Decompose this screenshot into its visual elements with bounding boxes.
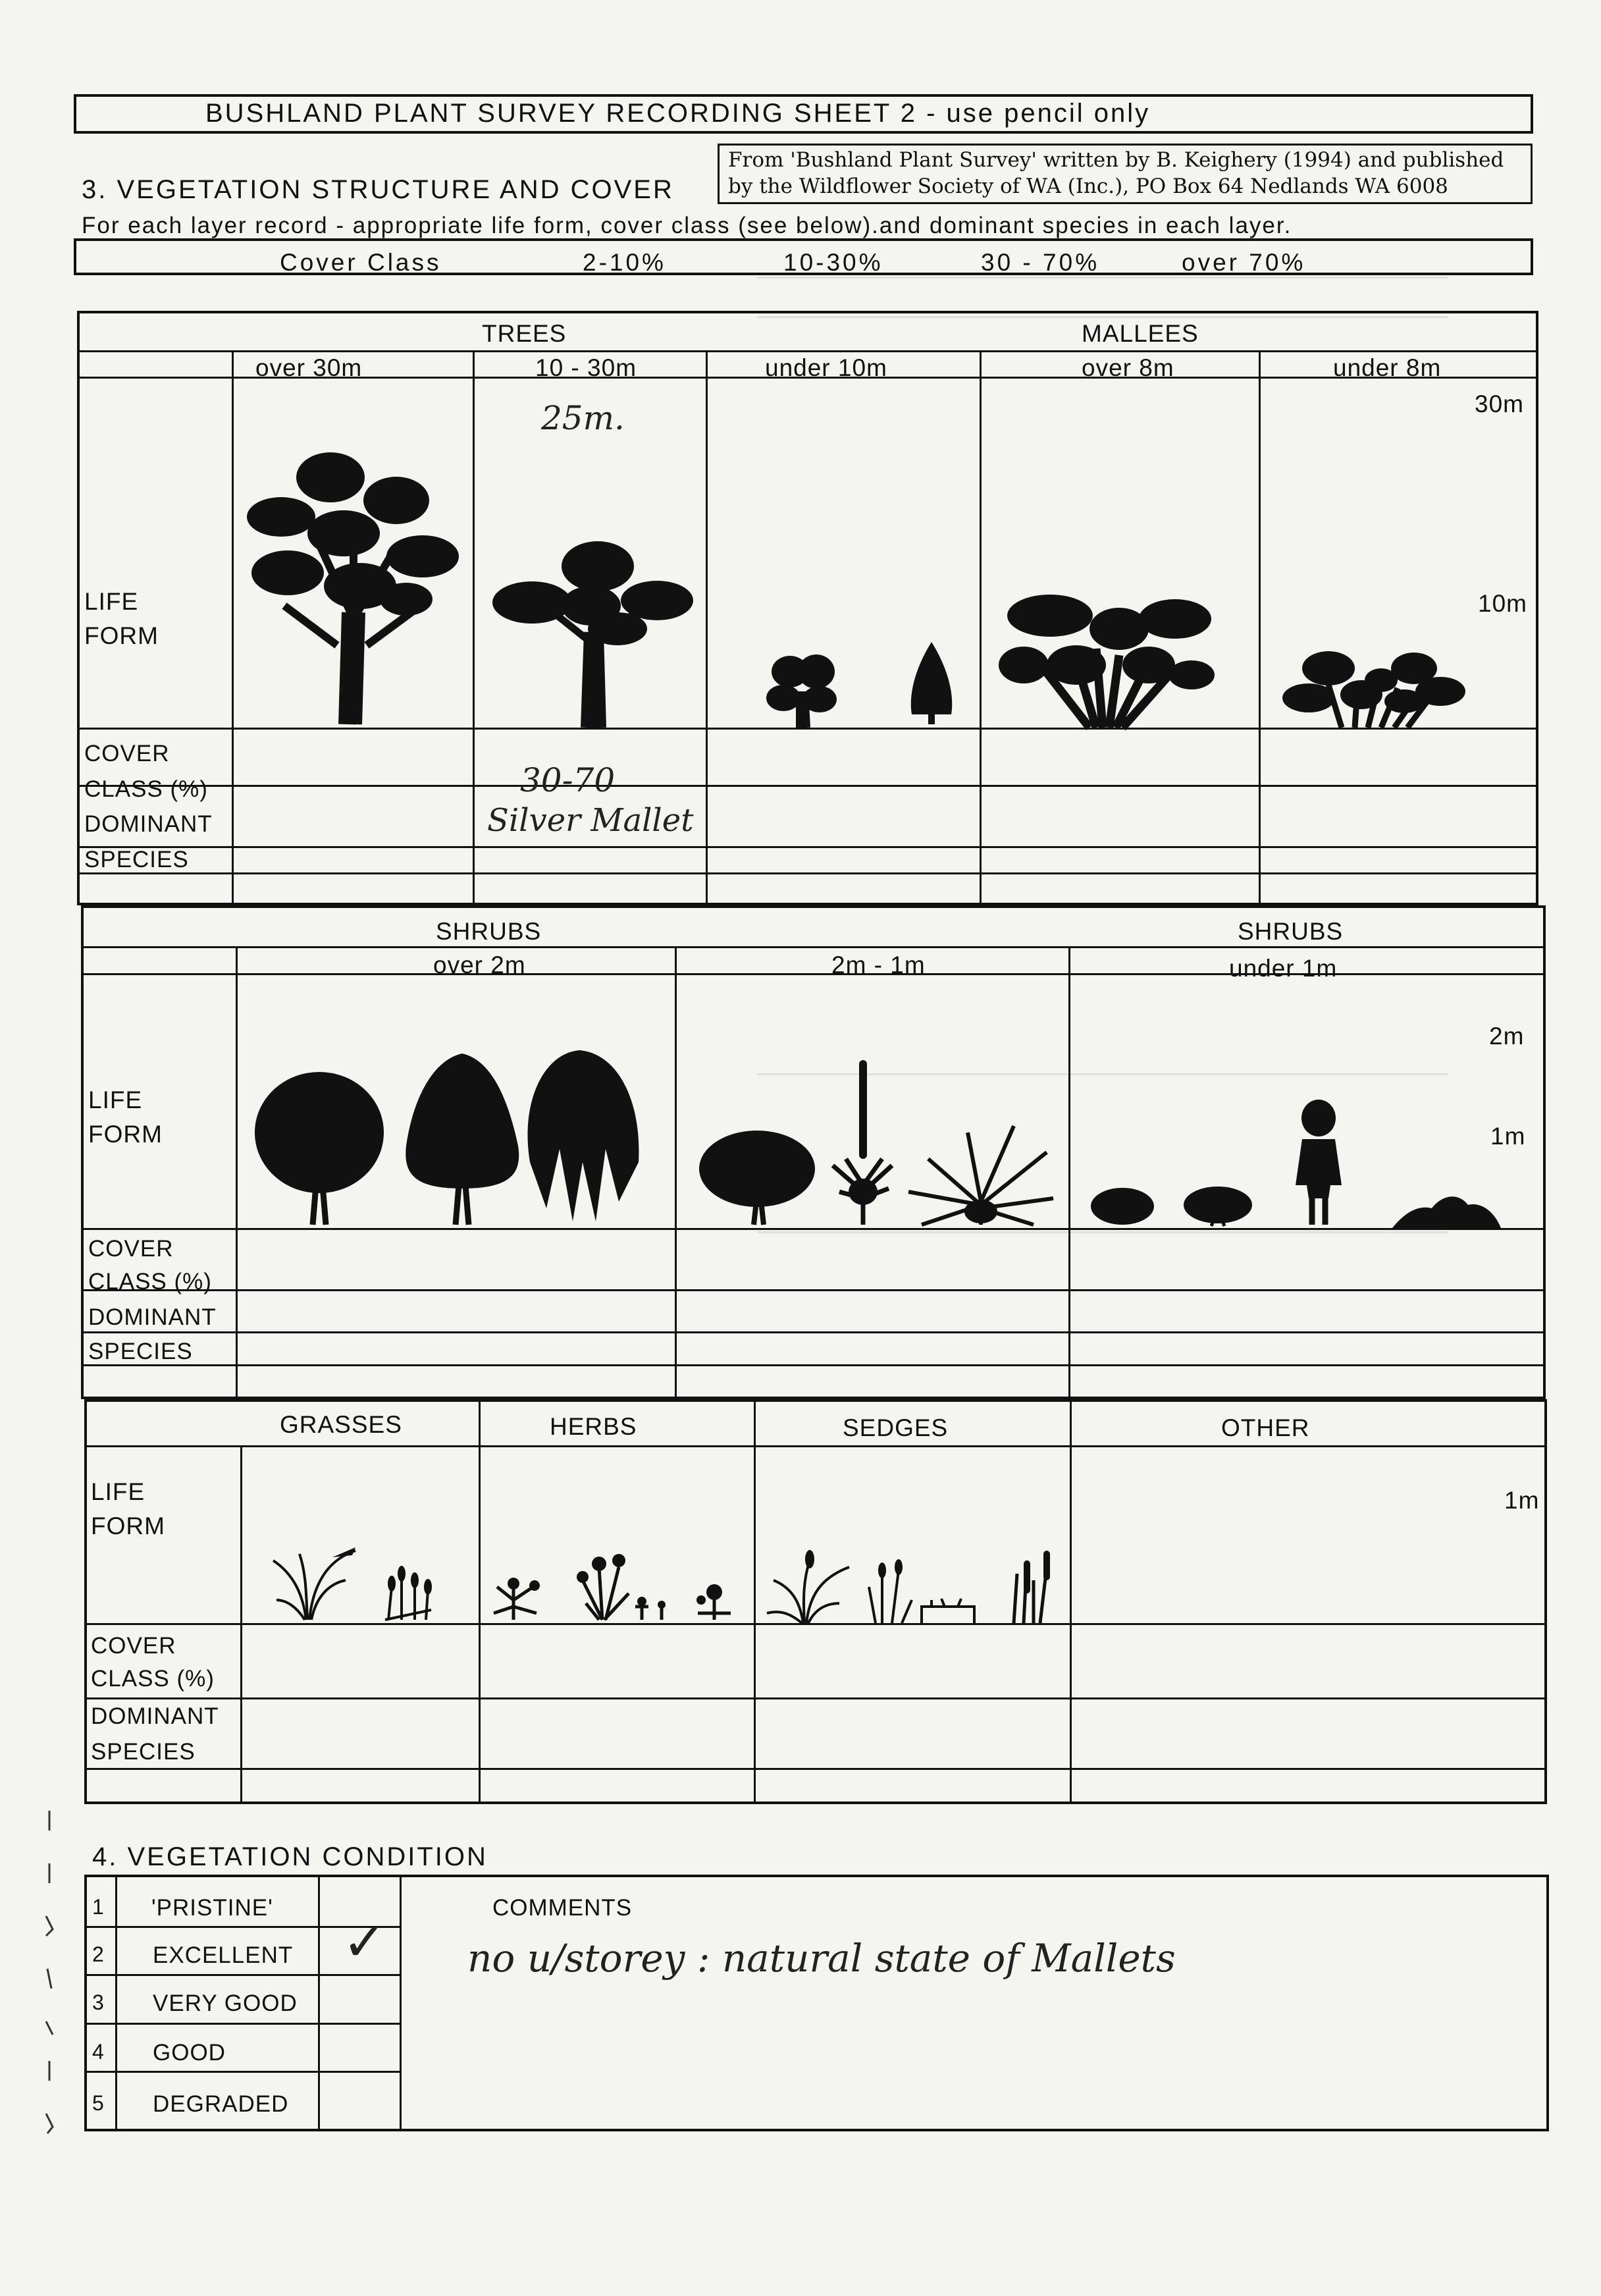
scale-30m: 30m: [1475, 390, 1524, 417]
row-life-form-2: LIFE FORM: [88, 1086, 163, 1148]
cover-class-2: 10-30%: [783, 249, 883, 276]
trees-header: TREES: [482, 320, 567, 347]
condition-num-4: 4: [92, 2040, 105, 2064]
instruction-text: For each layer record - appropriate life form, cover class (see below).and dominant species in each layer.: [82, 213, 1292, 238]
condition-very-good: VERY GOOD: [153, 1990, 298, 2016]
grasses-header: GRASSES: [280, 1411, 402, 1438]
tree-10-30m-icon: [492, 540, 696, 728]
shrub-under-1m-small-1-icon: [1089, 1185, 1155, 1225]
left-margin-marks: [39, 1804, 59, 2199]
row-life-form-1: LIFE FORM: [84, 588, 159, 649]
row-cover-class-3: COVER CLASS (%): [91, 1633, 215, 1692]
condition-table: [84, 1875, 1549, 2131]
other-header: OTHER: [1221, 1414, 1310, 1441]
shrubs-header-left: SHRUBS: [436, 918, 542, 945]
shrub-under-1m-prostrate-icon: [1392, 1192, 1501, 1228]
condition-good: GOOD: [153, 2040, 226, 2066]
shrub-over-2m-tall-icon: [403, 1054, 521, 1225]
shrubs-col-over-2m: over 2m: [433, 951, 526, 978]
herbs-header: HERBS: [550, 1413, 637, 1440]
tree-over-30m-icon: [245, 448, 462, 724]
mallees-header: MALLEES: [1082, 320, 1199, 347]
cover-class-4: over 70%: [1182, 249, 1306, 276]
trees-col-under-10m: under 10m: [765, 354, 887, 381]
shrub-over-2m-round-icon: [253, 1067, 385, 1225]
citation-line-1: From 'Bushland Plant Survey' written by B. Keighery (1994) and published: [728, 148, 1504, 172]
handwritten-species: Silver Mallet: [487, 802, 694, 839]
trees-col-over-30m: over 30m: [255, 354, 363, 381]
row-cover-class-1: COVER CLASS (%): [84, 741, 208, 802]
tree-under-10m-conifer-icon: [908, 642, 955, 724]
herb-group-icon: [487, 1541, 737, 1620]
shrub-1-2m-grasstree-icon: [826, 1060, 899, 1225]
handwritten-comment: no u/storey : natural state of Mallets: [467, 1936, 1176, 1981]
condition-num-2: 2: [92, 1942, 105, 1966]
shrubs-col-2m-1m: 2m - 1m: [831, 951, 926, 978]
scale-1m-ground: 1m: [1504, 1487, 1540, 1514]
condition-num-5: 5: [92, 2091, 105, 2115]
mallees-col-over-8m: over 8m: [1082, 354, 1174, 381]
condition-pristine: 'PRISTINE': [151, 1895, 273, 1921]
scale-2m: 2m: [1489, 1023, 1525, 1050]
shrubs-header-right: SHRUBS: [1238, 918, 1344, 945]
cover-class-3: 30 - 70%: [981, 249, 1100, 276]
condition-num-3: 3: [92, 1990, 105, 2014]
cover-class-1: 2-10%: [583, 249, 666, 276]
scale-10m: 10m: [1478, 590, 1527, 617]
row-dominant-species-3: DOMINANT SPECIES: [91, 1703, 219, 1765]
tree-under-10m-shrubby-icon: [764, 652, 839, 728]
row-dominant-species-1: DOMINANT SPECIES: [84, 811, 213, 872]
row-dominant-species-2: DOMINANT SPECIES: [88, 1304, 217, 1364]
row-life-form-3: LIFE FORM: [91, 1478, 165, 1539]
section-4-title: 4. VEGETATION CONDITION: [92, 1842, 488, 1871]
row-cover-class-2: COVER CLASS (%): [88, 1236, 212, 1295]
shrub-1-2m-fern-palm-icon: [908, 1119, 1053, 1225]
condition-excellent-checkmark: ✓: [342, 1911, 387, 1973]
condition-degraded: DEGRADED: [153, 2091, 289, 2117]
mallee-over-8m-icon: [1004, 589, 1215, 728]
handwritten-height: 25m.: [541, 399, 625, 437]
sedges-header: SEDGES: [843, 1414, 949, 1441]
condition-num-1: 1: [92, 1895, 105, 1919]
mallee-under-8m-icon: [1282, 649, 1467, 728]
grass-flowering-icon: [379, 1564, 438, 1620]
shrub-1-2m-round-icon: [698, 1129, 816, 1225]
condition-excellent: EXCELLENT: [153, 1942, 294, 1968]
handwritten-cover: 30-70: [520, 761, 616, 799]
grass-tussock-icon: [267, 1534, 359, 1620]
sheet-title: BUSHLAND PLANT SURVEY RECORDING SHEET 2 - use pencil only: [205, 99, 1151, 128]
mallees-col-under-8m: under 8m: [1333, 354, 1442, 381]
human-scale-figure-icon: [1292, 1100, 1345, 1225]
citation-line-2: by the Wildflower Society of WA (Inc.), PO Box 64 Nedlands WA 6008: [728, 174, 1448, 198]
shrub-over-2m-weeping-icon: [520, 1050, 642, 1225]
sedge-group-icon: [764, 1541, 1066, 1623]
shrubs-col-under-1m: under 1m: [1229, 955, 1338, 982]
cover-class-label: Cover Class: [280, 249, 442, 276]
section-3-title: 3. VEGETATION STRUCTURE AND COVER: [82, 175, 674, 204]
scale-1m-shrubs: 1m: [1490, 1123, 1526, 1150]
comments-label: COMMENTS: [492, 1895, 633, 1921]
trees-col-10-30m: 10 - 30m: [535, 354, 637, 381]
shrub-under-1m-small-2-icon: [1182, 1185, 1254, 1226]
